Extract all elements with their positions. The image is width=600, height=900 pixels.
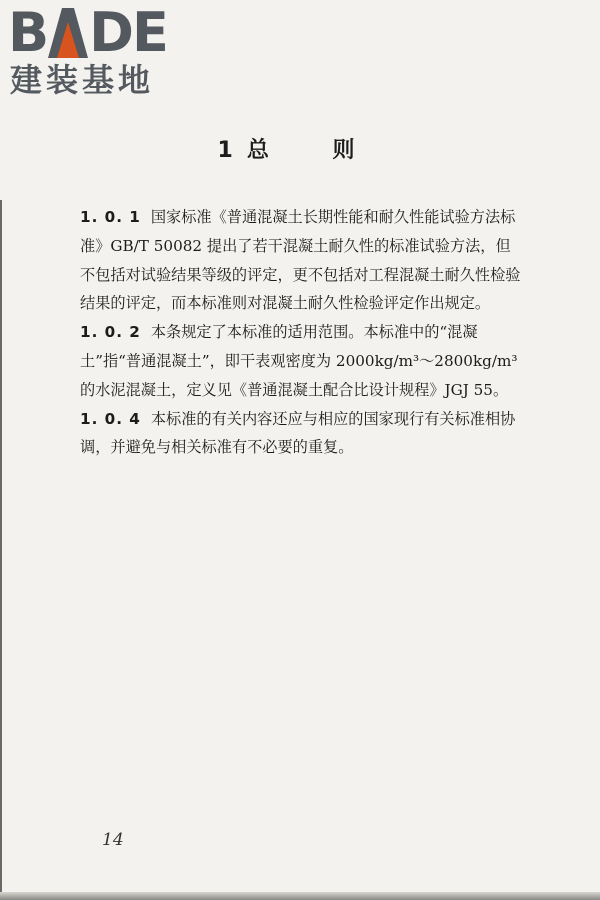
clause-1-0-1 (80, 203, 525, 318)
brand-watermark (8, 1, 178, 100)
chapter-title (0, 136, 600, 166)
clause-number: 1. 0. 2 (80, 323, 141, 342)
clause-number: 1. 0. 1 (80, 208, 141, 226)
clause-text: 国家标准《普通混凝土长期性能和耐久性能试验方法标准》GB/T 50082 提出了若干混凝土耐久性的标准试验方法，但不包括对试验结果等级的评定，更不包括对工程混凝土耐久性检验结果的评定，而本标准则对混凝土耐久性检验评定作出规定。 (80, 208, 521, 313)
clause-list (80, 203, 525, 462)
clause-text: 本条规定了本标准的适用范围。本标准中的“混凝土”指“普通混凝土”，即干表观密度为 2000kg/m³～2800kg/m³ 的水泥混凝土，定义见《普通混凝土配合比设计规程》JGJ 55。 (80, 323, 518, 399)
clause-text: 本标准的有关内容还应与相应的国家现行有关标准相协调，并避免与相关标准有不必要的重复。 (80, 409, 516, 457)
page-bottom-edge (0, 892, 600, 900)
page-number: 14 (102, 830, 124, 850)
brand-subtitle: 建装基地 (10, 61, 155, 99)
brand-letters-de: DE (89, 1, 167, 64)
page-edge (0, 200, 2, 900)
brand-logo (8, 1, 167, 64)
brand-letter-b: B (8, 1, 48, 64)
chapter-title-text: 总 则 (246, 138, 383, 163)
chapter-number: 1 (217, 138, 233, 163)
clause-number: 1. 0. 4 (80, 409, 141, 428)
clause-1-0-4 (80, 405, 525, 463)
clause-1-0-2 (80, 318, 525, 404)
brand-a-mark-icon (48, 8, 88, 58)
